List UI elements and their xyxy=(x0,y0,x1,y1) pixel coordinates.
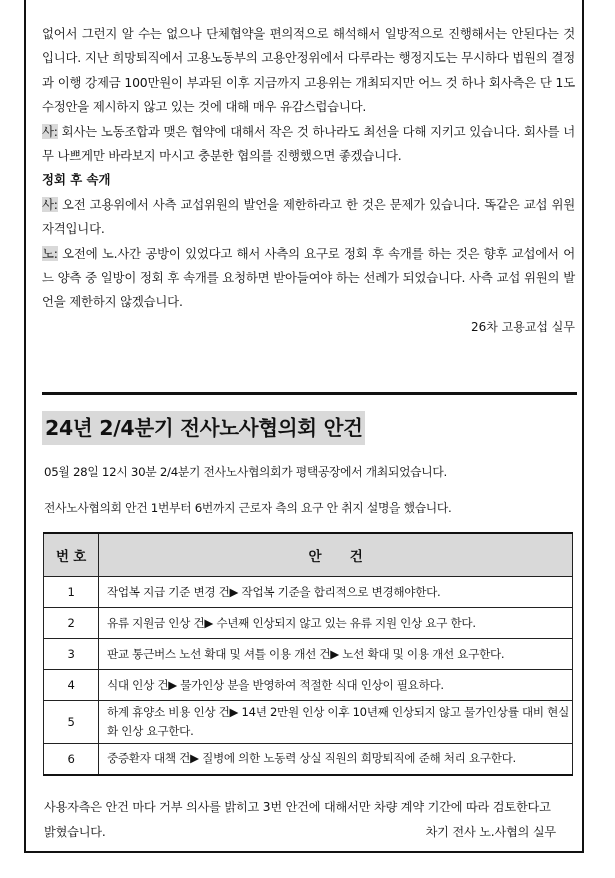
closing-paragraph xyxy=(44,795,562,844)
paragraph-company-response xyxy=(42,120,575,169)
row-number: 5 xyxy=(44,701,99,744)
paragraph-text: 오전 고용위에서 사측 교섭위원의 발언을 제한하라고 한 것은 문제가 있습니다. 똑같은 교섭 위원 자격입니다. xyxy=(42,196,575,237)
paragraph-text: 오전에 노.사간 공방이 있었다고 해서 사측의 요구로 정회 후 속개를 하는 것은 향후 교섭에서 어느 양측 중 일방이 정회 후 속개를 요청하면 받아들여야 하는 선례가 되었습니다. 사측 교섭 위원의 발언을 제한하지 않겠습니다. xyxy=(42,245,575,310)
signature-bargaining: 26차 고용교섭 실무 xyxy=(470,319,575,334)
row-number: 1 xyxy=(44,577,99,608)
speaker-label-company: 사: xyxy=(42,123,58,139)
paragraph-text: 회사는 노동조합과 맺은 협약에 대해서 작은 것 하나라도 최선을 다해 지키고 있습니다. 회사를 너무 나쁘게만 바라보지 마시고 충분한 협의를 진행했으면 좋겠습니다. xyxy=(42,123,575,164)
subheading-recess: 정회 후 속개 xyxy=(42,172,111,188)
closing-text: 사용자측은 안건 마다 거부 의사를 밝히고 3번 안건에 대해서만 차량 계약 기간에 따라 검토한다고 밝혔습니다. xyxy=(44,800,551,839)
table-row xyxy=(44,639,573,670)
row-number: 3 xyxy=(44,639,99,670)
table-row xyxy=(44,577,573,608)
meeting-minutes-section xyxy=(42,22,575,339)
row-agenda-text: 작업복 지급 기준 변경 건▶ 작업복 기준을 합리적으로 변경해야한다. xyxy=(99,577,573,608)
column-header-number: 번 호 xyxy=(44,533,99,577)
row-number: 2 xyxy=(44,608,99,639)
row-number: 6 xyxy=(44,744,99,775)
paragraph-company-objection xyxy=(42,193,575,242)
table-row xyxy=(44,701,573,744)
row-agenda-text: 판교 통근버스 노선 확대 및 셔틀 이용 개선 건▶ 노선 확대 및 이용 개선 요구한다. xyxy=(99,639,573,670)
column-header-agenda: 안 건 xyxy=(99,533,573,577)
row-agenda-text: 하계 휴양소 비용 인상 건▶ 14년 2만원 인상 이후 10년째 인상되지 않고 물가인상률 대비 현실화 인상 요구한다. xyxy=(99,701,573,744)
row-agenda-text: 식대 인상 건▶ 물가인상 분을 반영하여 적절한 식대 인상이 필요하다. xyxy=(99,670,573,701)
table-row xyxy=(44,608,573,639)
speaker-label-union: 노: xyxy=(42,245,58,261)
notice-meeting-date: 05월 28일 12시 30분 2/4분기 전사노사협의회가 평택공장에서 개최되었습니다. xyxy=(44,465,447,479)
paragraph-union-concern: 없어서 그런지 알 수는 없으나 단체협약을 편의적으로 해석해서 일방적으로 진행해서는 안된다는 것입니다. 지난 희망퇴직에서 고용노동부의 고용안정위에서 다루라는 행정지도는 무시하다 법원의 결정과 이행 강제금 100만원이 부과된 이후 지금까지 고용위는 개최되지만 어느 것 하나 회사측은 단 1도 수정안을 제시하지 않고 있는 것에 대해 매우 유감스럽습니다. xyxy=(42,26,575,115)
row-agenda-text: 중증환자 대책 건▶ 질병에 의한 노동력 상실 직원의 희망퇴직에 준해 처리 요구한다. xyxy=(99,744,573,775)
agenda-table xyxy=(43,532,573,776)
row-agenda-text: 유류 지원금 인상 건▶ 수년째 인상되지 않고 있는 유류 지원 인상 요구 한다. xyxy=(99,608,573,639)
table-row xyxy=(44,670,573,701)
table-row xyxy=(44,744,573,775)
notice-agenda-explained: 전사노사협의회 안건 1번부터 6번까지 근로자 측의 요구 안 취지 설명을 했습니다. xyxy=(44,501,452,515)
section-title: 24년 2/4분기 전사노사협의회 안건 xyxy=(42,411,365,445)
speaker-label-company: 사: xyxy=(42,196,58,212)
row-number: 4 xyxy=(44,670,99,701)
section-divider xyxy=(42,392,577,395)
paragraph-union-reply xyxy=(42,242,575,315)
signature-council: 차기 전사 노.사협의 실무 xyxy=(425,824,556,839)
